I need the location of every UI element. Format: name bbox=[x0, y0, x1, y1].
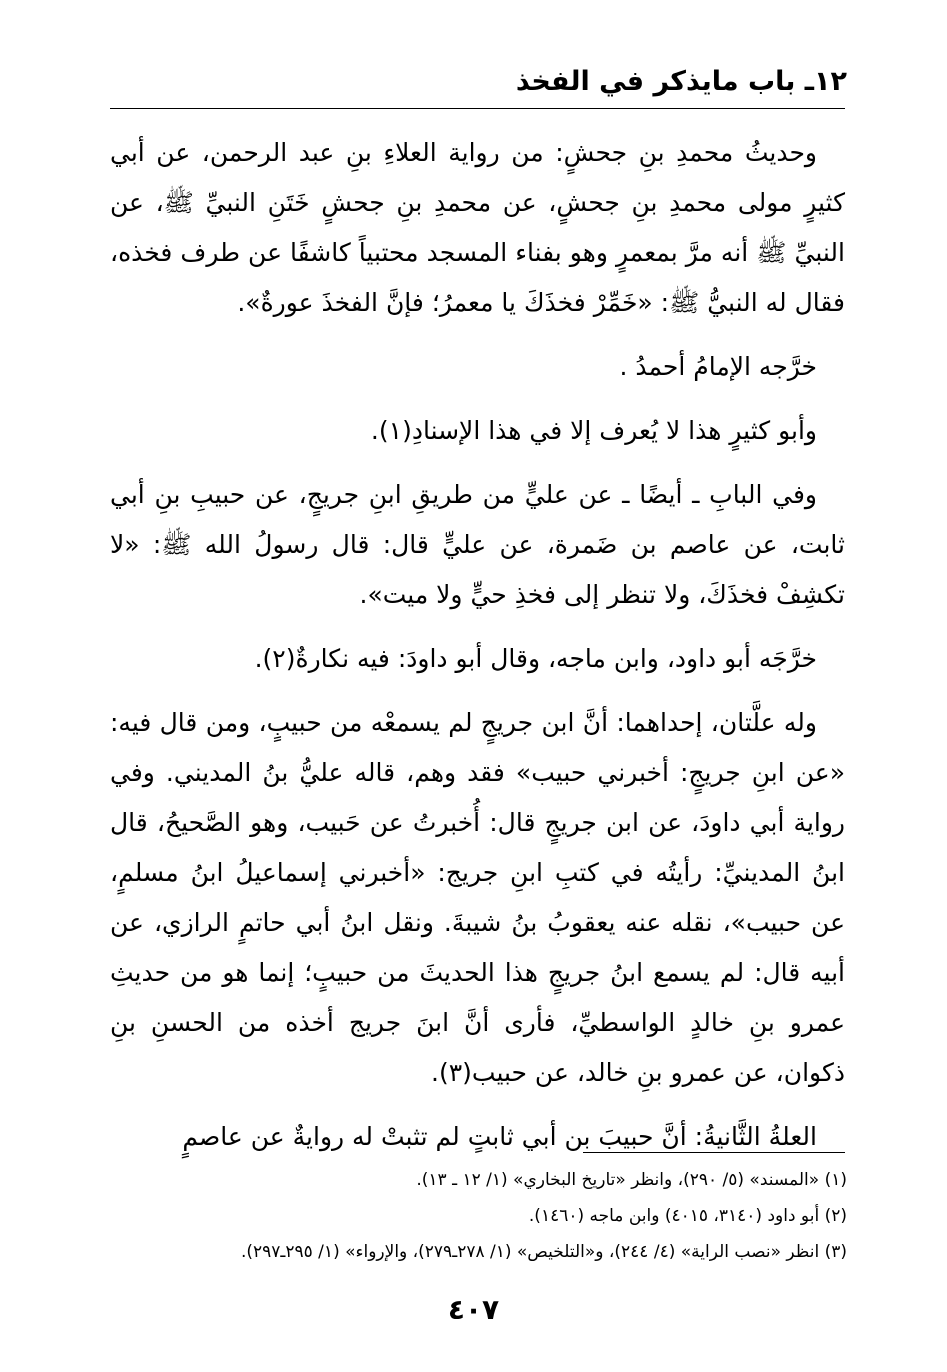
footnote: (٢) أبو داود (٣١٤٠، ٤٠١٥) وابن ماجه (١٤٦٠). bbox=[528, 1206, 847, 1226]
paragraph: خرَّجه الإمامُ أحمدُ . bbox=[619, 352, 817, 381]
footnote-divider bbox=[583, 1152, 845, 1153]
main-text bbox=[110, 128, 845, 1162]
paragraph: وأبو كثيرٍ هذا لا يُعرف إلا في هذا الإسنادِ(١). bbox=[370, 416, 817, 445]
footnotes bbox=[110, 1162, 847, 1270]
paragraph: وله علَّتان، إحداهما: أنَّ ابن جريجٍ لم يسمعْه من حبيبٍ، ومن قال فيه: «عن ابنِ جريجٍ: أخبرني حبيب» فقد وهم، قاله عليُّ بنُ المديني. وفي رواية أبي داودَ، عن ابن جريجٍ قال: أُخبرتُ عن حَبيب، وهو الصَّحيحُ، قال ابنُ المدينيِّ: رأيتُه في كتبِ ابنِ جريج: «أخبرني إسماعيلُ ابنُ مسلمٍ، عن حبيب»، نقله عنه يعقوبُ بنُ شيبةَ. ونقل ابنُ أبي حاتمٍ الرازي، عن أبيه قال: لم يسمع ابنُ جريجٍ هذا الحديثَ من حبيبٍ؛ إنما هو من حديثِ عمرو بنِ خالدٍ الواسطيِّ، فأرى أنَّ ابنَ جريج أخذه من الحسنِ بنِ ذكوان، عن عمرو بنِ خالد، عن حبيب(٣). bbox=[110, 708, 845, 1087]
header-divider bbox=[110, 108, 845, 109]
paragraph: وحديثُ محمدِ بنِ جحشٍ: من رواية العلاءِ بنِ عبد الرحمن، عن أبي كثيرٍ مولى محمدِ بنِ جحشٍ، عن محمدِ بنِ جحشٍ خَتَنِ النبيِّ ﷺ، عن النبيِّ ﷺ أنه مرَّ بمعمرٍ وهو بفناء المسجد محتبياً كاشفًا عن طرف فخذه، فقال له النبيُّ ﷺ: «خَمِّرْ فخذَكَ يا معمرُ؛ فإنَّ الفخذَ عورةٌ». bbox=[110, 138, 845, 317]
paragraph: العلةُ الثَّانيةُ: أنَّ حبيبَ بن أبي ثابتٍ لم تثبتْ له روايةٌ عن عاصمٍ bbox=[182, 1122, 817, 1151]
paragraph: خرَّجَه أبو داود، وابن ماجه، وقال أبو داودَ: فيه نكارةٌ(٢). bbox=[254, 644, 817, 673]
footnote: (٣) انظر «نصب الراية» (٤/ ٢٤٤)، و«التلخيص» (١/ ٢٧٨ـ٢٧٩)، والإرواء» (١/ ٢٩٥ـ٢٩٧). bbox=[240, 1242, 847, 1262]
footnote: (١) «المسند» (٥/ ٢٩٠)، وانظر «تاريخ البخاري» (١/ ١٢ ـ ١٣). bbox=[416, 1170, 847, 1190]
chapter-title: ١٢ـ باب مايذكر في الفخذ bbox=[515, 66, 847, 97]
paragraph: وفي البابِ ـ أيضًا ـ عن عليٍّ من طريقِ ابنِ جريجٍ، عن حبيبِ بنِ أبي ثابت، عن عاصم بن ضَمرة، عن عليٍّ قال: قال رسولُ الله ﷺ: «لا تكشِفْ فخذَكَ، ولا تنظر إلى فخذِ حيٍّ ولا ميت». bbox=[110, 480, 845, 609]
page-number: ٤٠٧ bbox=[447, 1293, 500, 1326]
